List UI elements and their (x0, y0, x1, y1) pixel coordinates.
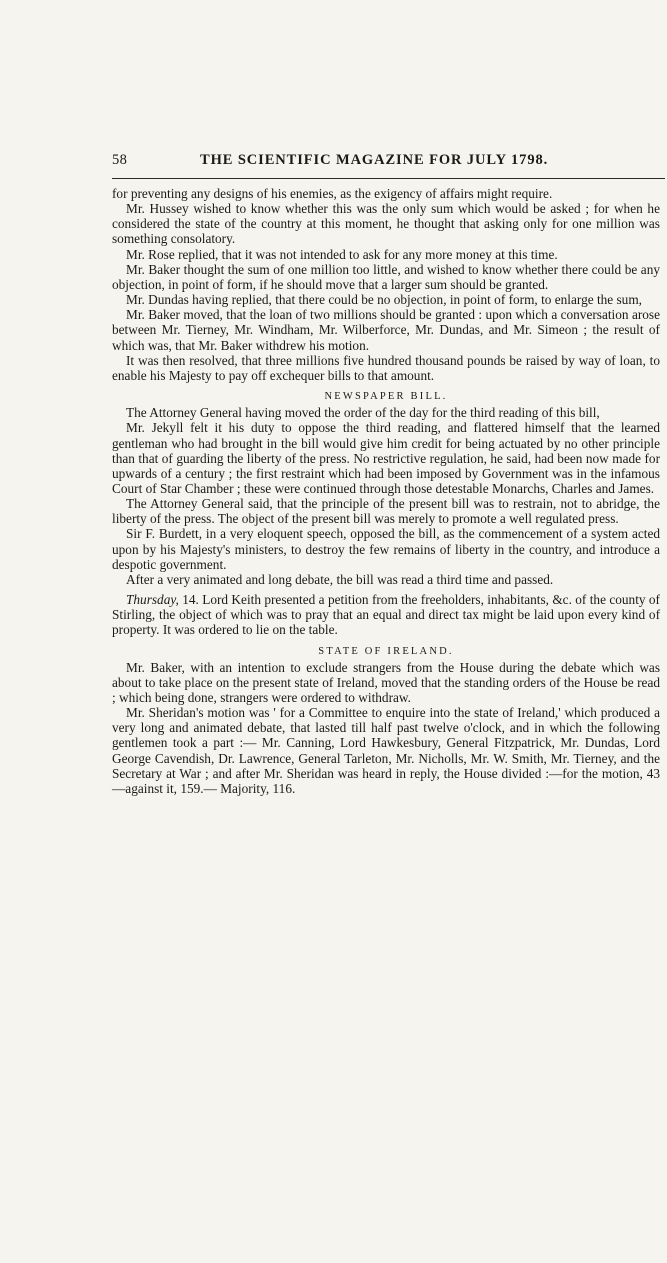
paragraph: for preventing any designs of his enemies, as the exigency of affairs might require. (112, 186, 553, 201)
header-rule (112, 178, 665, 179)
paragraph: It was then resolved, that three millions five hundred thousand pounds be raised by way of loan, to enable his Majesty to pay off exchequer bills to that amount. (112, 352, 660, 383)
paragraph: After a very animated and long debate, the bill was read a third time and passed. (126, 571, 554, 587)
paragraph: Mr. Baker, with an intention to exclude strangers from the House during the debate which was about to take place on the present state of Ireland, moved that the standing orders of the House be read ; which being done, strangers were ordered to withdraw. (112, 659, 660, 705)
section-heading-state-of-ireland: STATE OF IRELAND. (318, 645, 454, 657)
page-header (112, 152, 660, 169)
paragraph: Mr. Dundas having replied, that there could be no objection, in point of form, to enlarge the sum, (126, 292, 643, 308)
day-label: Thursday, (126, 592, 179, 608)
paragraph-thursday (112, 592, 660, 637)
paragraph: Mr. Jekyll felt it his duty to oppose the third reading, and flattered himself that the learned gentleman who had brought in the bill would give him credit for being actuated by no other principle than that of guarding the liberty of the press. No restrictive regulation, he said, had been now made for upwards of a century ; the first restraint which had been imposed by Government was in the infamous Court of Star Chamber ; these were continued through those detestable Monarchs, Charles and James. (112, 420, 660, 496)
paragraph: Mr. Rose replied, that it was not intended to ask for any more money at this time. (126, 246, 558, 262)
paragraph: Mr. Hussey wished to know whether this was the only sum which would be asked ; for when he considered the state of the country at this moment, he thought that asking only for one million was something consolatory. (112, 201, 660, 247)
paragraph: Mr. Sheridan's motion was ' for a Committee to enquire into the state of Ireland,' which produced a very long and animated debate, that lasted till half past twelve o'clock, and in which the following gentlemen took a part :— Mr. Canning, Lord Hawkesbury, General Fitzpatrick, Mr. Dundas, Lord George Cavendish, Dr. Lawrence, General Tarleton, Mr. Nicholls, Mr. W. Smith, Mr. Tierney, and the Secretary at War ; and after Mr. Sheridan was heard in reply, the House divided :—for the motion, 43—against it, 159.— Majority, 116. (112, 705, 660, 796)
paragraph: The Attorney General said, that the principle of the present bill was to restrain, not to abridge, the liberty of the press. The object of the present bill was merely to promote a well regulated press. (112, 496, 660, 527)
article-body (112, 186, 660, 796)
paragraph: Sir F. Burdett, in a very eloquent speech, opposed the bill, as the commencement of a system acted upon by his Majesty's ministers, to destroy the few remains of liberty in the country, and introduce a despotic government. (112, 526, 660, 572)
paragraph: Mr. Baker moved, that the loan of two millions should be granted : upon which a conversation arose between Mr. Tierney, Mr. Windham, Mr. Wilberforce, Mr. Dundas, and Mr. Simeon ; the result of which was, that Mr. Baker withdrew his motion. (112, 307, 660, 353)
section-heading-newspaper-bill: NEWSPAPER BILL. (324, 391, 448, 403)
paragraph: Mr. Baker thought the sum of one million too little, and wished to know whether there could be any objection, in point of form, if he should move that a larger sum should be granted. (112, 261, 660, 292)
running-title: THE SCIENTIFIC MAGAZINE FOR JULY 1798. (200, 152, 549, 168)
page-number: 58 (112, 152, 128, 168)
paragraph-text: 14. Lord Keith presented a petition from the freeholders, inhabitants, &c. of the county of Stirling, the object of which was to pray that an equal and direct tax might be laid upon every kind of property. It was ordered to lie on the table. (112, 592, 660, 638)
paragraph: The Attorney General having moved the order of the day for the third reading of this bill, (126, 405, 600, 421)
